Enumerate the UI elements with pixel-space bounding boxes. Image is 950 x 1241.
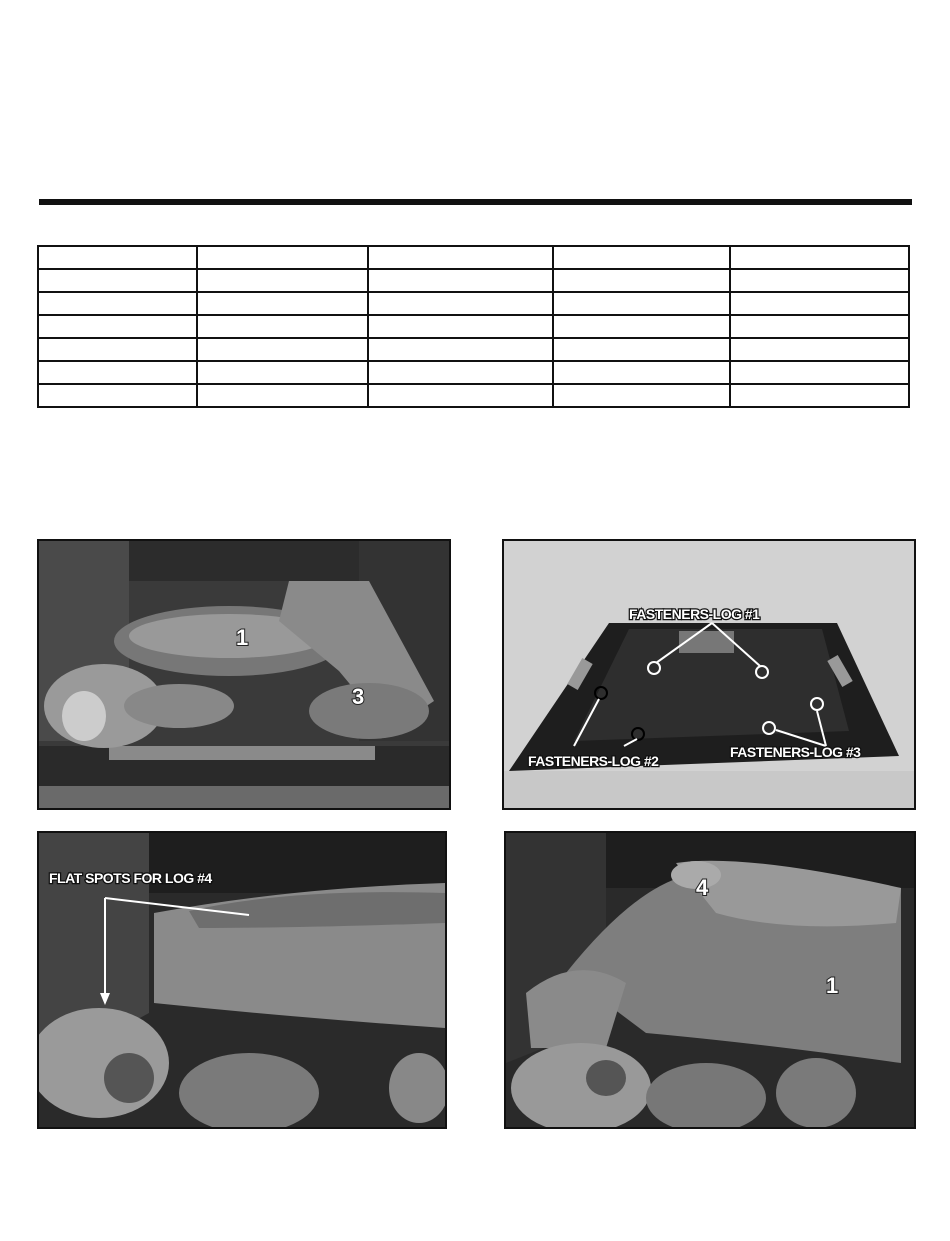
table-row (38, 338, 909, 361)
section-rule (39, 199, 912, 205)
photo-flat-spots (37, 831, 447, 1129)
blank-table (37, 245, 910, 408)
log-number-label: 3 (352, 684, 365, 709)
table-row (38, 384, 909, 407)
table-row (38, 269, 909, 292)
table-row (38, 361, 909, 384)
table-row (38, 246, 909, 269)
fasteners-log-3-callout: FASTENERS-LOG #3 (730, 744, 861, 760)
photo-log-set (37, 539, 451, 810)
log-number-label: 1 (236, 625, 249, 650)
photo-log-4-placement (504, 831, 916, 1129)
flat-spots-callout: FLAT SPOTS FOR LOG #4 (49, 870, 212, 886)
log-number-label: 1 (826, 973, 839, 998)
photo-grate-fasteners (502, 539, 916, 810)
table-row (38, 292, 909, 315)
log-number-label: 4 (696, 875, 709, 900)
table-row (38, 315, 909, 338)
fasteners-log-1-callout: FASTENERS-LOG #1 (629, 606, 760, 622)
fasteners-log-2-callout: FASTENERS-LOG #2 (528, 753, 659, 769)
